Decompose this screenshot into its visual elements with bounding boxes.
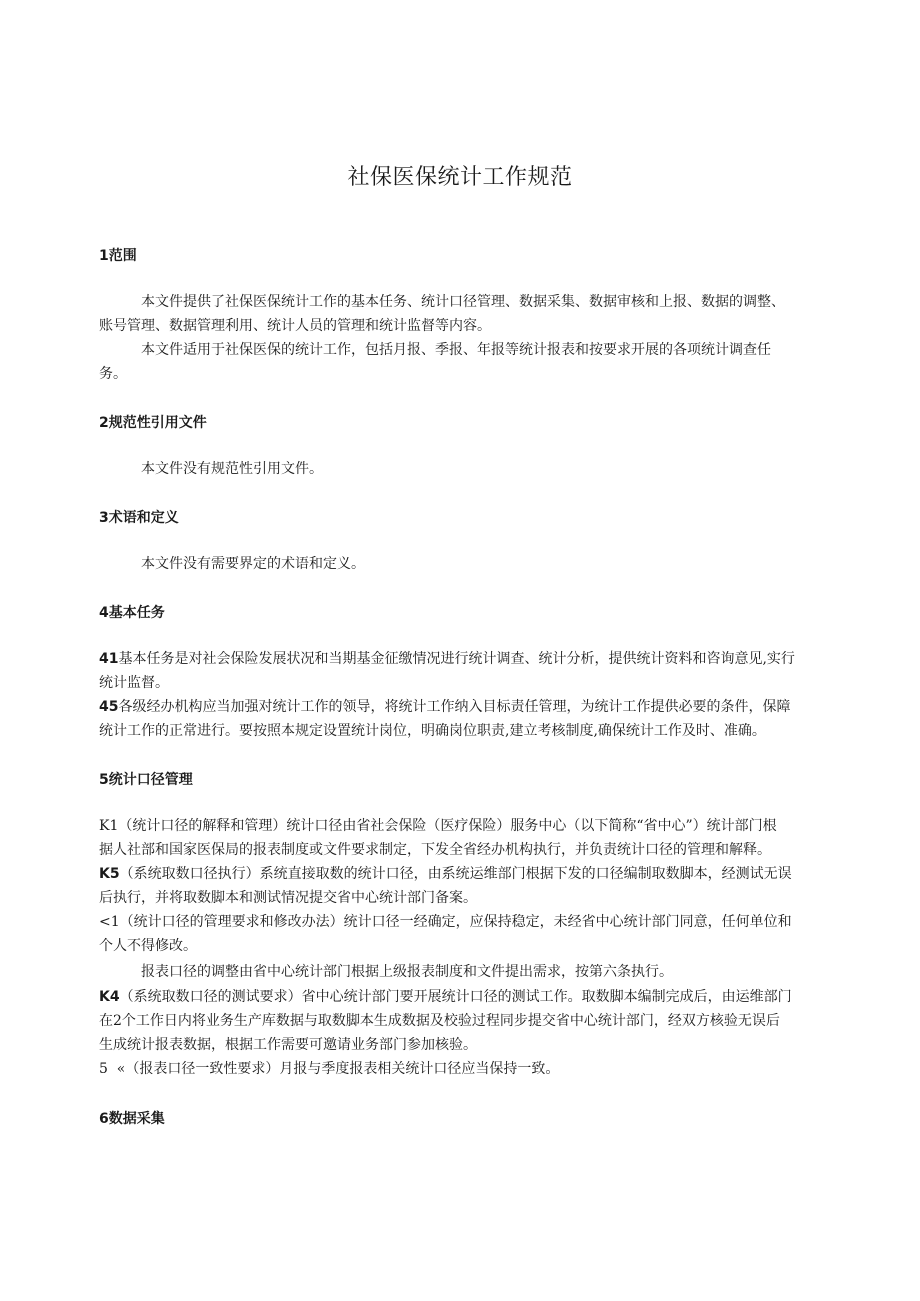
clause-5-3-line-3: 报表口径的调整由省中心统计部门根据上级报表制度和文件提出需求，按第六条执行。 bbox=[141, 964, 673, 980]
clause-5-2-number: K5 bbox=[99, 866, 120, 882]
section-4-heading: 4基本任务 bbox=[99, 605, 165, 621]
section-3-paragraph: 本文件没有需要界定的术语和定义。 bbox=[141, 556, 365, 572]
section-1-heading: 1范围 bbox=[99, 248, 137, 264]
section-6-heading: 6数据采集 bbox=[99, 1111, 165, 1127]
section-1-paragraph-2-line-2: 务。 bbox=[99, 366, 127, 382]
clause-5-4-line-2: 在2个工作日内将业务生产库数据与取数脚本生成数据及校验过程同步提交省中心统计部门，经双方核验无误后 bbox=[99, 1013, 780, 1029]
section-1-paragraph-2-line-1: 本文件适用于社保医保的统计工作，包括月报、季报、年报等统计报表和按要求开展的各项统计调查任 bbox=[141, 342, 771, 358]
clause-4-1-line-2: 统计监督。 bbox=[99, 675, 169, 691]
clause-5-4-text: （系统取数口径的测试要求）省中心统计部门要开展统计口径的测试工作。取数脚本编制完成后，由运维部门 bbox=[119, 989, 792, 1005]
section-2-heading: 2规范性引用文件 bbox=[99, 415, 207, 431]
clause-5-4-line-3: 生成统计报表数据，根据工作需要可邀请业务部门参加核验。 bbox=[99, 1037, 477, 1053]
clause-5-1-number: K1 bbox=[99, 818, 119, 834]
clause-4-1-line-1 bbox=[99, 647, 859, 671]
clause-4-1-text: 基本任务是对社会保险发展状况和当期基金征缴情况进行统计调查、统计分析，提供统计资料和咨询意见,实行 bbox=[118, 651, 795, 667]
section-5-heading: 5统计口径管理 bbox=[99, 772, 193, 788]
clause-5-4-line-1 bbox=[99, 985, 859, 1009]
clause-5-3-line-1 bbox=[99, 910, 859, 934]
clause-4-2-number: 45 bbox=[99, 699, 119, 715]
clause-5-5-line-1 bbox=[99, 1057, 859, 1081]
clause-5-3-text: （统计口径的管理要求和修改办法）统计口径一经确定，应保持稳定，未经省中心统计部门同意，任何单位和 bbox=[119, 914, 792, 930]
clause-5-2-line-1 bbox=[99, 862, 859, 886]
section-1-paragraph-1-line-1: 本文件提供了社保医保统计工作的基本任务、统计口径管理、数据采集、数据审核和上报、数据的调整、 bbox=[141, 294, 785, 310]
clause-5-3-number: <1 bbox=[99, 914, 120, 930]
clause-5-1-text: （统计口径的解释和管理）统计口径由省社会保险（医疗保险）服务中心（以下简称“省中心”）统计部门根 bbox=[118, 818, 777, 834]
clause-5-4-number: K4 bbox=[99, 989, 120, 1005]
clause-5-2-line-2: 后执行，并将取数脚本和测试情况提交省中心统计部门备案。 bbox=[99, 890, 477, 906]
clause-5-5-number: 5 « bbox=[99, 1061, 126, 1077]
clause-5-5-text: （报表口径一致性要求）月报与季度报表相关统计口径应当保持一致。 bbox=[125, 1061, 560, 1077]
clause-5-2-text: （系统取数口径执行）系统直接取数的统计口径，由系统运维部门根据下发的口径编制取数脚本，经测试无误 bbox=[119, 866, 792, 882]
clause-4-1-number: 41 bbox=[99, 651, 119, 667]
clause-4-2-line-1 bbox=[99, 695, 859, 719]
clause-4-2-text: 各级经办机构应当加强对统计工作的领导，将统计工作纳入目标责任管理，为统计工作提供必要的条件，保障 bbox=[118, 699, 791, 715]
clause-5-1-line-2: 据人社部和国家医保局的报表制度或文件要求制定，下发全省经办机构执行，并负责统计口径的管理和解释。 bbox=[99, 842, 771, 858]
section-3-heading: 3术语和定义 bbox=[99, 510, 179, 526]
section-2-paragraph: 本文件没有规范性引用文件。 bbox=[141, 461, 323, 477]
clause-4-2-line-2: 统计工作的正常进行。要按照本规定设置统计岗位，明确岗位职责,建立考核制度,确保统计工作及时、准确。 bbox=[99, 723, 766, 739]
clause-5-1-line-1 bbox=[99, 814, 859, 838]
clause-5-3-line-2: 个人不得修改。 bbox=[99, 938, 197, 954]
section-1-paragraph-1-line-2: 账号管理、数据管理利用、统计人员的管理和统计监督等内容。 bbox=[99, 318, 491, 334]
page-title: 社保医保统计工作规范 bbox=[347, 165, 573, 190]
